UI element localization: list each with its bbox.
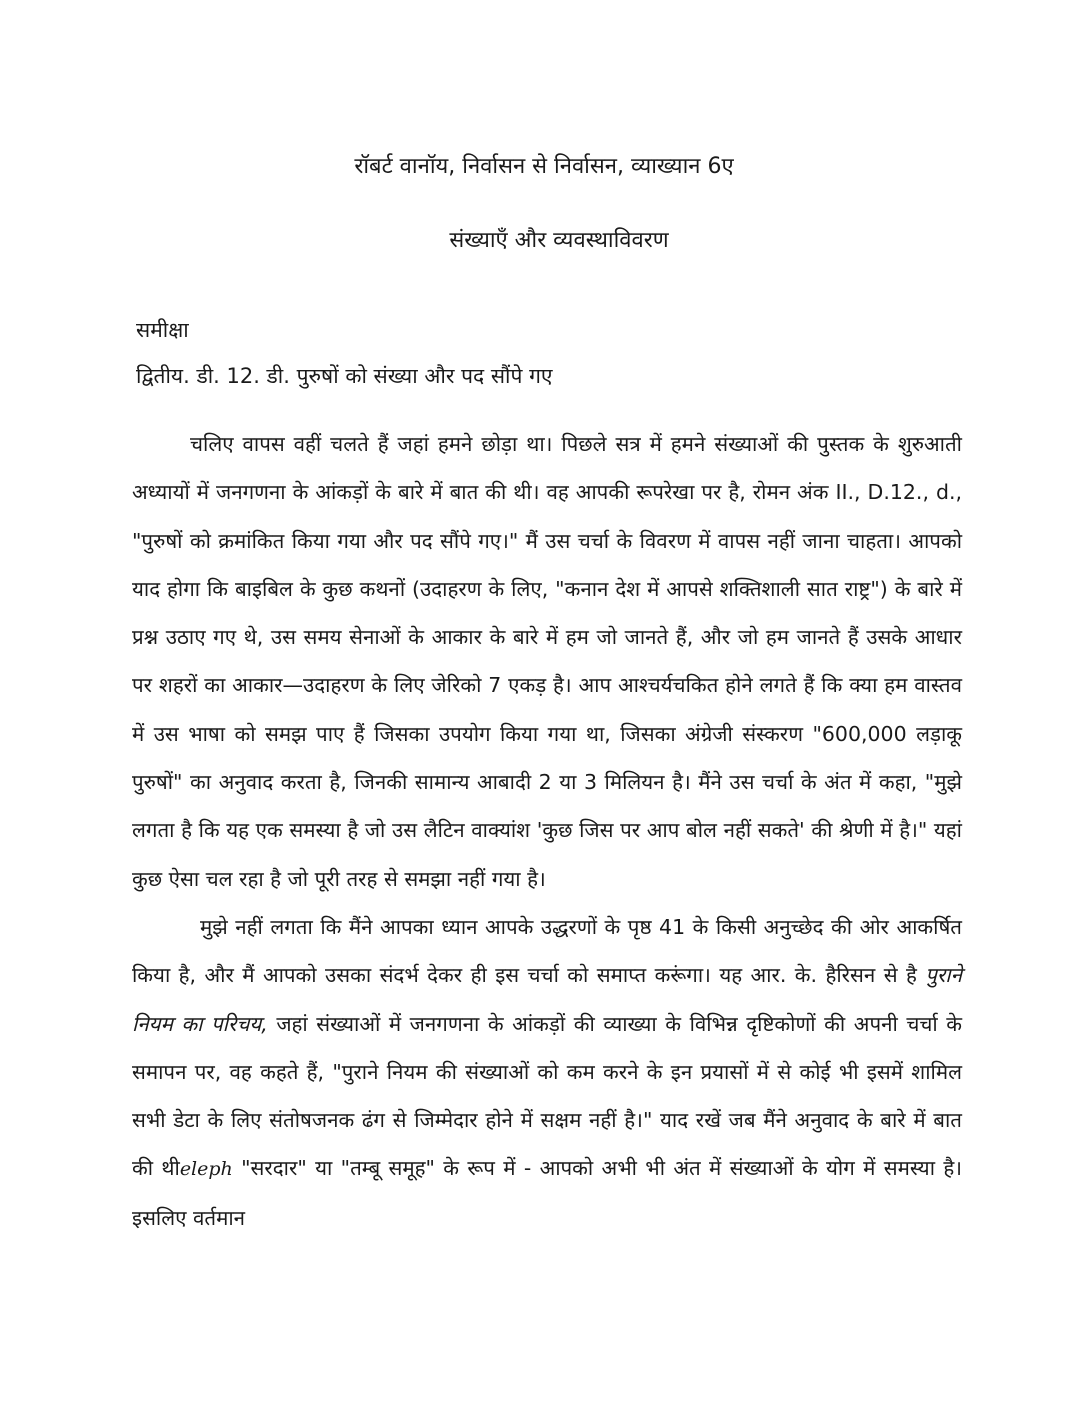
outline-section: समीक्षा [136,318,189,342]
paragraph-1: चलिए वापस वहीं चलते हैं जहां हमने छोड़ा था। पिछले सत्र में हमने संख्याओं की पुस्तक के शुरुआती अध्यायों में जनगणना के आंकड़ों के बारे में बात की थी। वह आपकी रूपरेखा पर है, रोमन अंक II., D.12., d., "पुरुषों को क्रमांकित किया गया और पद सौंपे गए।" मैं उस चर्चा के विवरण में वापस नहीं जाना चाहता। आपको याद होगा कि बाइबिल के कुछ कथनों (उदाहरण के लिए, "कनान देश में आपसे शक्तिशाली सात राष्ट्र") के बारे में प्रश्न उठाए गए थे, उस समय सेनाओं के आकार के बारे में हम जो जानते हैं, और जो हम जानते हैं उसके आधार पर शहरों का आकार—उदाहरण के लिए जेरिको 7 एकड़ है। आप आश्चर्यचकित होने लगते हैं कि क्या हम वास्तव में उस भाषा को समझ पाए हैं जिसका उपयोग किया गया था, जिसका अंग्रेजी संस्करण "600,000 लड़ाकू पुरुषों" का अनुवाद करता है, जिनकी सामान्य आबादी 2 या 3 मिलियन है। मैंने उस चर्चा के अंत में कहा, "मुझे लगता है कि यह एक समस्या है जो उस लैटिन वाक्यांश 'कुछ जिस पर आप बोल नहीं सकते' की श्रेणी में है।" यहां कुछ ऐसा चल रहा है जो पूरी तरह से समझा नहीं गया है। [132,432,962,891]
document-subtitle: संख्याएँ और व्यवस्थाविवरण [449,228,669,253]
hebrew-term: eleph [179,1158,233,1181]
outline-item: द्वितीय. डी. 12. डी. पुरुषों को संख्या और पद सौंपे गए [136,364,553,388]
paragraph-2-text-1: मुझे नहीं लगता कि मैंने आपका ध्यान आपके उद्धरणों के पृष्ठ 41 के किसी अनुच्छेद की ओर आकर्षित किया है, और मैं आपको उसका संदर्भ देकर ही इस चर्चा को समाप्त करूंगा। यह आर. के. हैरिसन से है [132,914,962,988]
body-text [132,420,962,1242]
paragraph-2-text-3: "सरदार" या "तम्बू समूह" के रूप में - आपको अभी भी अंत में संख्याओं के योग में समस्या है। इसलिए वर्तमान [132,1156,962,1230]
book-title: पुराने नियम का परिचय, [132,963,962,1036]
paragraph-2 [132,903,962,1242]
paragraph-2-text-2: जहां संख्याओं में जनगणना के आंकड़ों की व्याख्या के विभिन्न दृष्टिकोणों की अपनी चर्चा के समापन पर, वह कहते हैं, "पुराने नियम की संख्याओं को कम करने के इन प्रयासों में से कोई भी इसमें शामिल सभी डेटा के लिए संतोषजनक ढंग से जिम्मेदार होने में सक्षम नहीं है।" याद रखें जब मैंने अनुवाद के बारे में बात की थी [132,1011,962,1181]
document-title: रॉबर्ट वानॉय, निर्वासन से निर्वासन, व्याख्यान 6ए [354,154,734,179]
